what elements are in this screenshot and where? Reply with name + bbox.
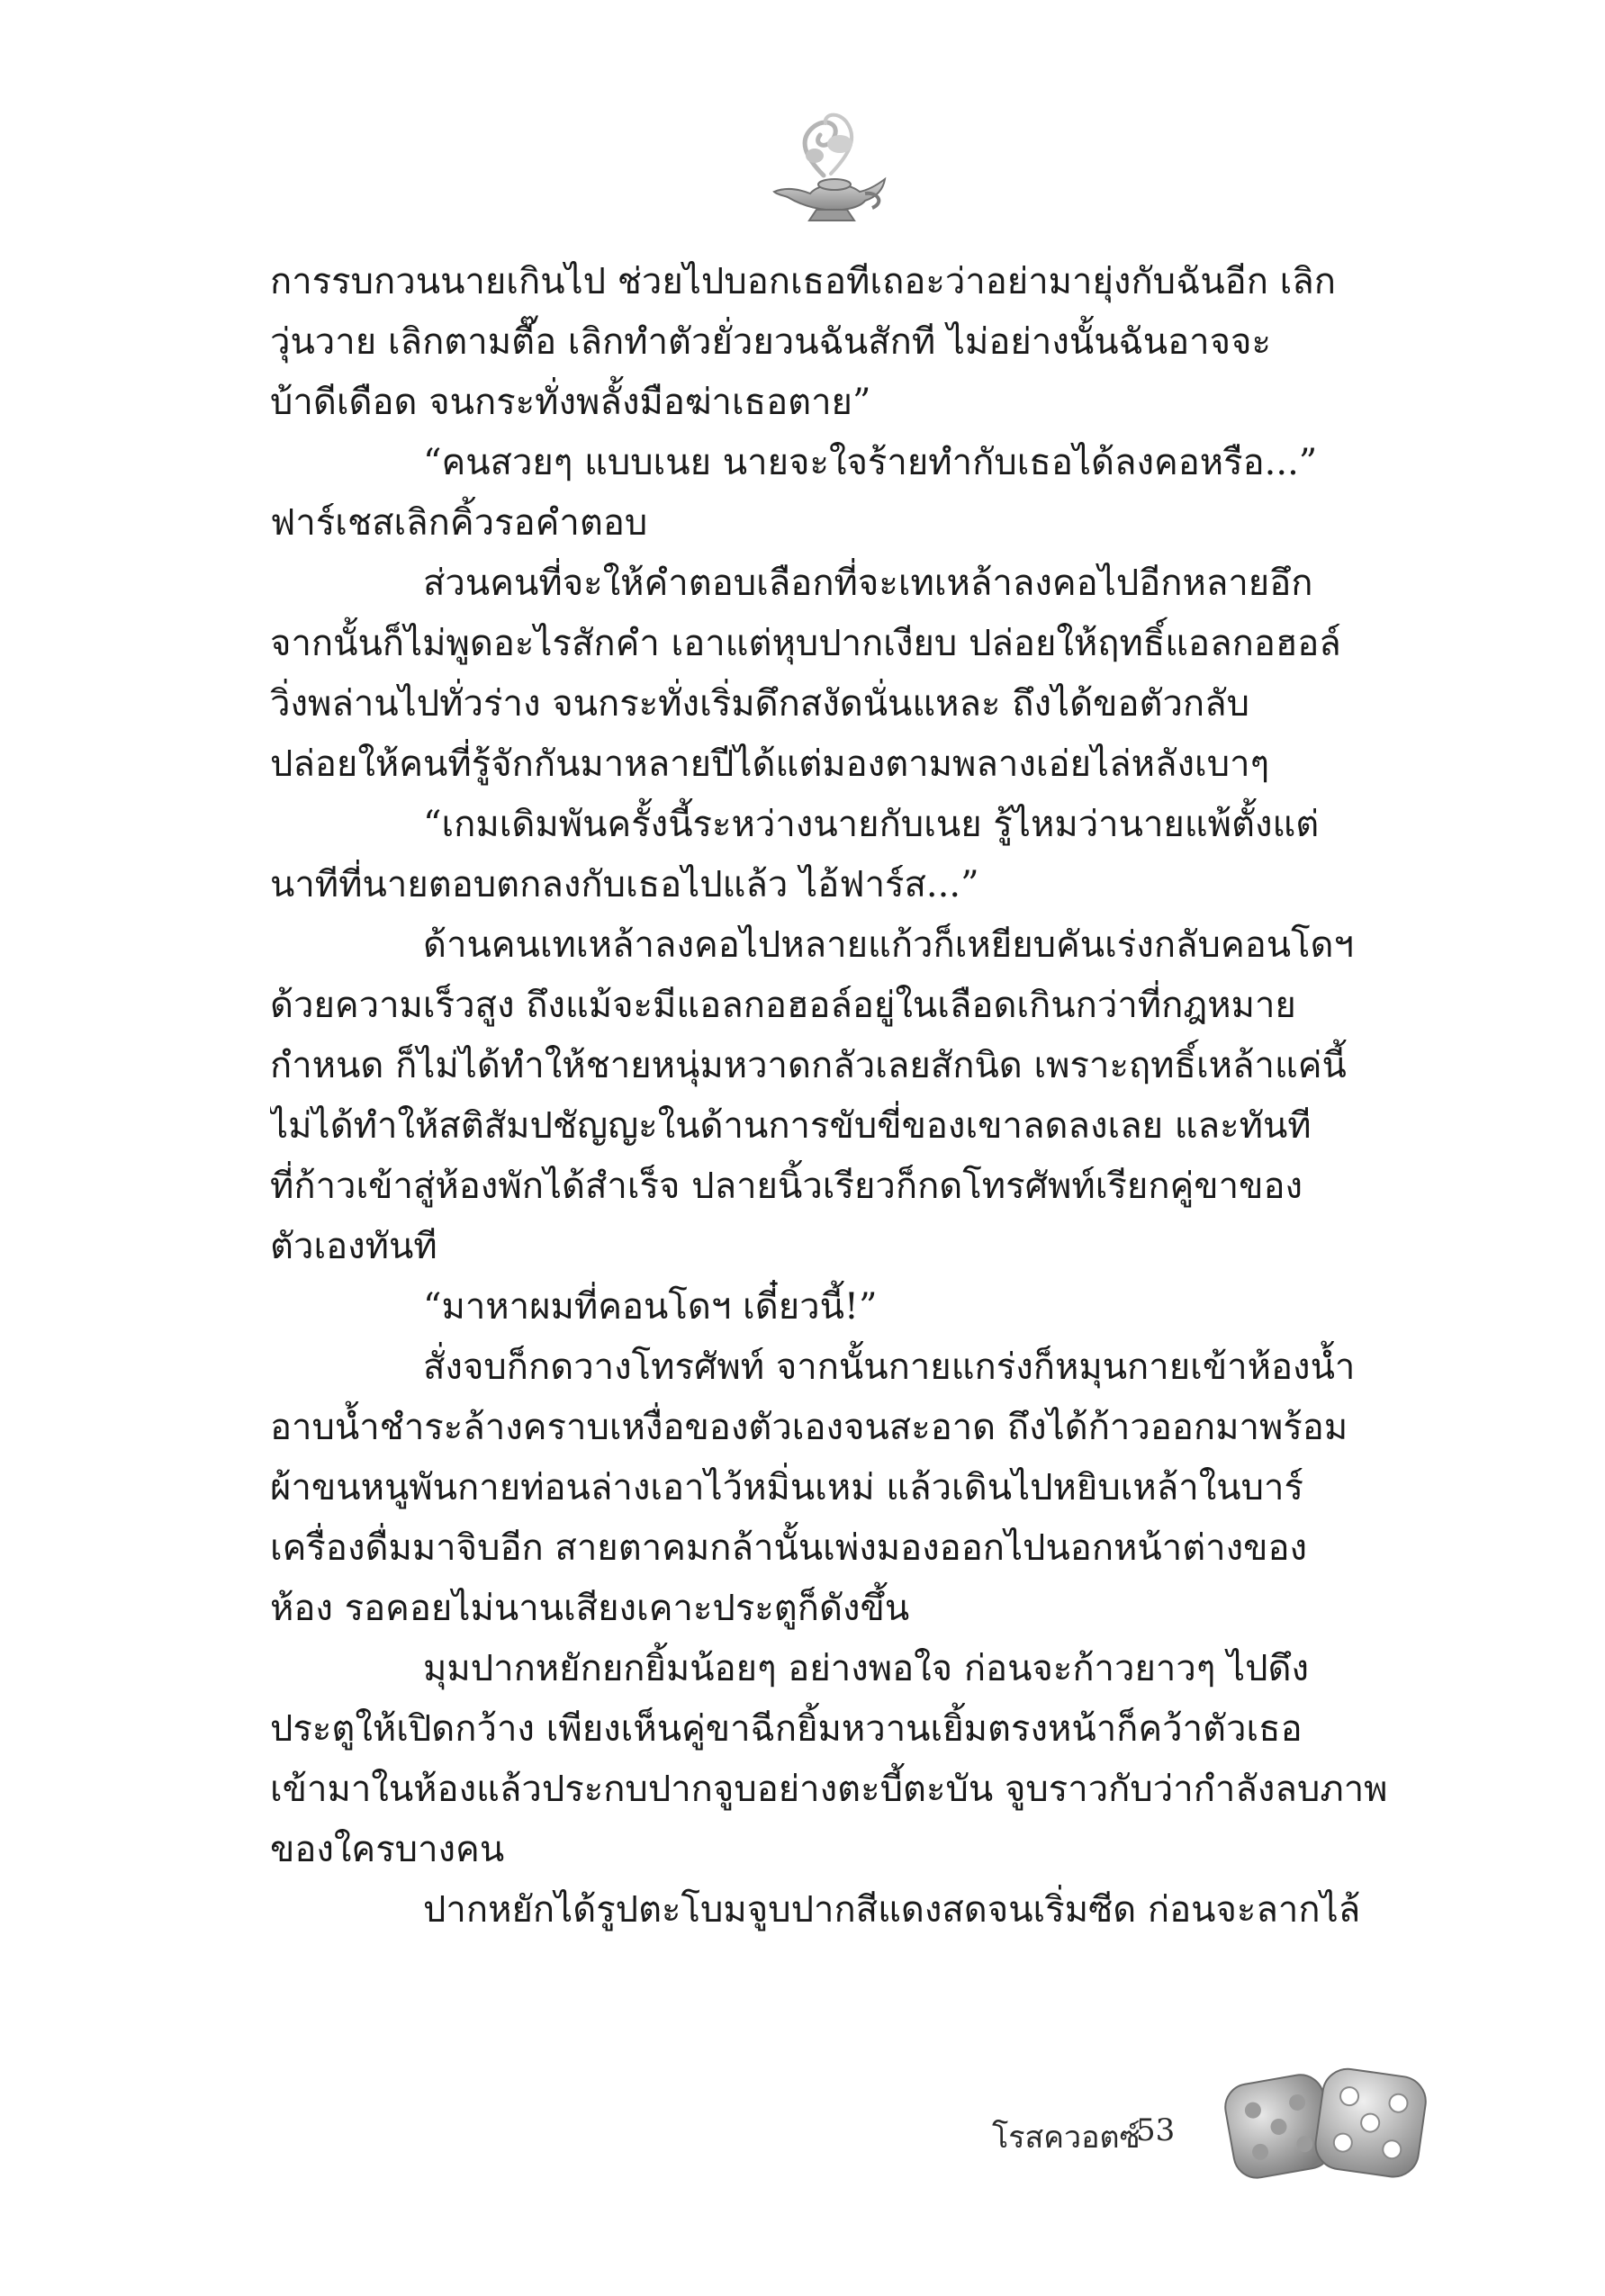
text-line: สั่งจบก็กดวางโทรศัพท์ จากนั้นกายแกร่งก็หมุนกายเข้าห้องน้ำ xyxy=(423,1346,1356,1388)
text-line: ประตูให้เปิดกว้าง เพียงเห็นคู่ขาฉีกยิ้มหวานเยิ้มตรงหน้าก็คว้าตัวเธอ xyxy=(270,1708,1303,1750)
text-line: อาบน้ำชำระล้างคราบเหงื่อของตัวเองจนสะอาด ถึงได้ก้าวออกมาพร้อม xyxy=(270,1407,1348,1448)
text-line: ด้วยความเร็วสูง ถึงแม้จะมีแอลกอฮอล์อยู่ในเลือดเกินกว่าที่กฎหมาย xyxy=(270,985,1296,1026)
text-line: ปากหยักได้รูปตะโบมจูบปากสีแดงสดจนเริ่มซีด ก่อนจะลากไล้ xyxy=(423,1889,1361,1931)
page-footer xyxy=(0,2057,1605,2192)
text-line: นาทีที่นายตอบตกลงกับเธอไปแล้ว ไอ้ฟาร์ส...” xyxy=(270,864,979,905)
text-line: ผ้าขนหนูพันกายท่อนล่างเอาไว้หมิ่นเหม่ แล้วเดินไปหยิบเหล้าในบาร์ xyxy=(270,1467,1303,1508)
text-line: ปล่อยให้คนที่รู้จักกันมาหลายปีได้แต่มองตามพลางเอ่ยไล่หลังเบาๆ xyxy=(270,743,1270,785)
text-line: ส่วนคนที่จะให้คำตอบเลือกที่จะเทเหล้าลงคอไปอีกหลายอึก xyxy=(423,563,1313,604)
body-text xyxy=(270,252,1395,1940)
page-number: 53 xyxy=(1136,2112,1176,2148)
text-line: การรบกวนนายเกินไป ช่วยไปบอกเธอทีเถอะว่าอย่ามายุ่งกับฉันอีก เลิก xyxy=(270,261,1337,302)
text-line: วุ่นวาย เลิกตามตื๊อ เลิกทำตัวยั่วยวนฉันสักที ไม่อย่างนั้นฉันอาจจะ xyxy=(270,321,1271,363)
genie-lamp-icon xyxy=(761,104,896,230)
text-line: ไม่ได้ทำให้สติสัมปชัญญะในด้านการขับขี่ของเขาลดลงเลย และทันที xyxy=(270,1105,1312,1147)
text-line: วิ่งพล่านไปทั่วร่าง จนกระทั่งเริ่มดึกสงัดนั่นแหละ ถึงได้ขอตัวกลับ xyxy=(270,683,1250,725)
text-line: “เกมเดิมพันครั้งนี้ระหว่างนายกับเนย รู้ไหมว่านายแพ้ตั้งแต่ xyxy=(423,804,1320,845)
text-line: ฟาร์เชสเลิกคิ้วรอคำตอบ xyxy=(270,502,648,544)
text-line: ห้อง รอคอยไม่นานเสียงเคาะประตูก็ดังขึ้น xyxy=(270,1588,910,1629)
text-line: ที่ก้าวเข้าสู่ห้องพักได้สำเร็จ ปลายนิ้วเรียวก็กดโทรศัพท์เรียกคู่ขาของ xyxy=(270,1166,1303,1207)
text-line: มุมปากหยักยกยิ้มน้อยๆ อย่างพอใจ ก่อนจะก้าวยาวๆ ไปดึง xyxy=(423,1648,1310,1689)
text-line: จากนั้นก็ไม่พูดอะไรสักคำ เอาแต่หุบปากเงียบ ปล่อยให้ฤทธิ์แอลกอฮอล์ xyxy=(270,623,1341,664)
text-line: เครื่องดื่มมาจิบอีก สายตาคมกล้านั้นเพ่งมองออกไปนอกหน้าต่างของ xyxy=(270,1527,1308,1569)
text-line: ตัวเองทันที xyxy=(270,1226,437,1267)
text-line: บ้าดีเดือด จนกระทั่งพลั้งมือฆ่าเธอตาย” xyxy=(270,382,871,423)
text-line: เข้ามาในห้องแล้วประกบปากจูบอย่างตะบี้ตะบัน จูบราวกับว่ากำลังลบภาพ xyxy=(270,1769,1388,1810)
running-title: โรสควอตซ์ xyxy=(992,2120,1141,2156)
dice-icon xyxy=(1215,2057,1440,2192)
text-line: “คนสวยๆ แบบเนย นายจะใจร้ายทำกับเธอได้ลงคอหรือ...” xyxy=(423,442,1318,483)
text-line: ด้านคนเทเหล้าลงคอไปหลายแก้วก็เหยียบคันเร่งกลับคอนโดฯ xyxy=(423,924,1354,966)
text-line: “มาหาผมที่คอนโดฯ เดี๋ยวนี้!” xyxy=(423,1286,878,1328)
text-line: กำหนด ก็ไม่ได้ทำให้ชายหนุ่มหวาดกลัวเลยสักนิด เพราะฤทธิ์เหล้าแค่นี้ xyxy=(270,1045,1347,1086)
text-line: ของใครบางคน xyxy=(270,1829,505,1870)
